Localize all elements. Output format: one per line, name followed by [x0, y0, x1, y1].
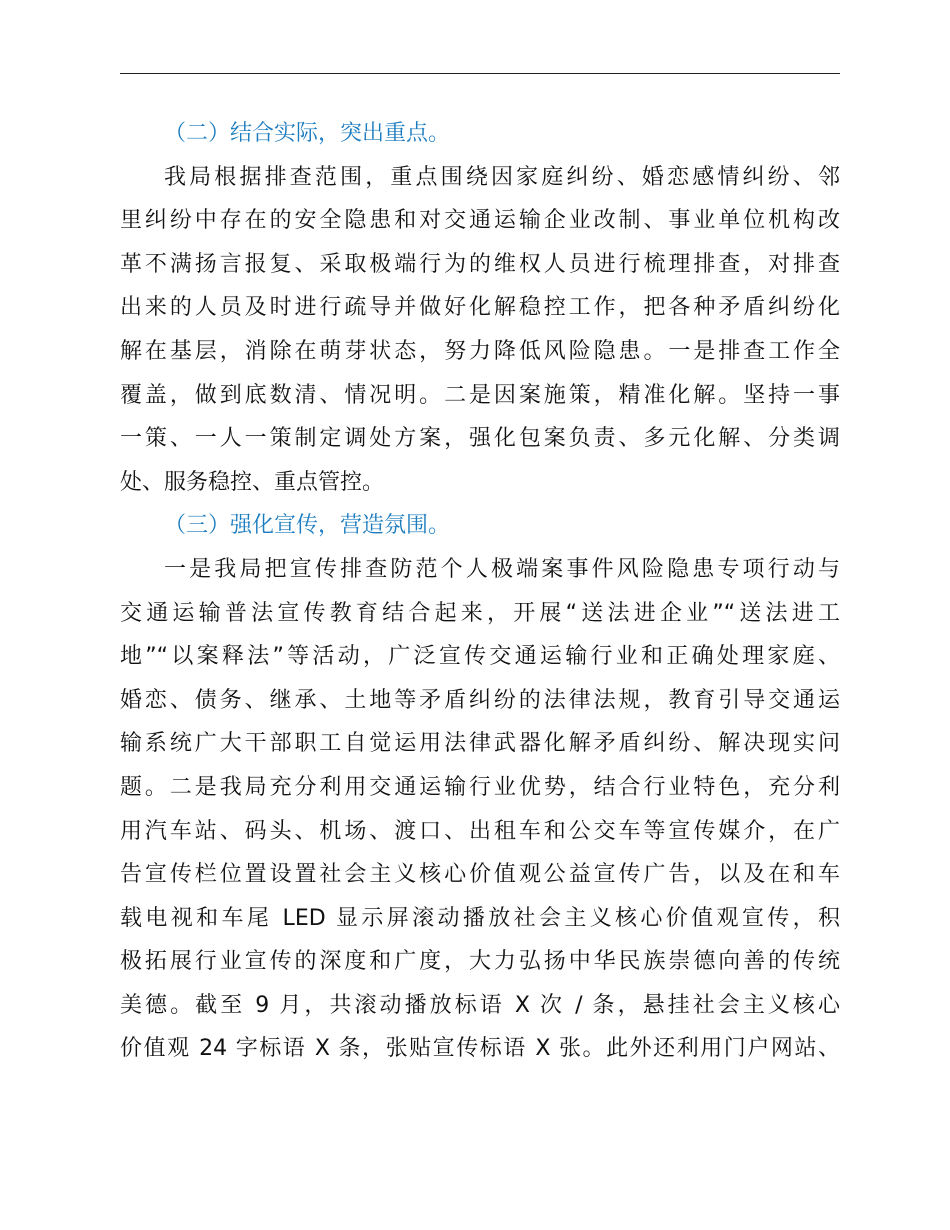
paragraph-line: 交通运输普法宣传教育结合起来，开展“送法进企业”“送法进工 [120, 600, 840, 626]
paragraph-line: 覆盖，做到底数清、情况明。二是因案施策，精准化解。坚持一事 [120, 382, 840, 408]
paragraph-line: 里纠纷中存在的安全隐患和对交通运输企业改制、事业单位机构改 [120, 208, 840, 234]
document-body [120, 112, 840, 1071]
paragraph-line: 极拓展行业宣传的深度和广度，大力弘扬中华民族崇德向善的传统 [120, 949, 840, 975]
paragraph-line: 婚恋、债务、继承、土地等矛盾纠纷的法律法规，教育引导交通运 [120, 687, 840, 713]
section-heading-3: （三）强化宣传，营造氛围。 [164, 513, 451, 539]
paragraph-line: 载电视和车尾 LED 显示屏滚动播放社会主义核心价值观宣传，积 [120, 905, 840, 931]
paragraph-line: 输系统广大干部职工自觉运用法律武器化解矛盾纠纷、解决现实问 [120, 731, 840, 757]
paragraph-line: 解在基层，消除在萌芽状态，努力降低风险隐患。一是排查工作全 [120, 338, 840, 364]
paragraph-line: 我局根据排查范围，重点围绕因家庭纠纷、婚恋感情纠纷、邻 [164, 164, 840, 190]
paragraph-line: 用汽车站、码头、机场、渡口、出租车和公交车等宣传媒介，在广 [120, 818, 840, 844]
paragraph-line: 美德。截至 9 月，共滚动播放标语 X 次 / 条，悬挂社会主义核心 [120, 992, 840, 1018]
paragraph-line: 处、服务稳控、重点管控。 [120, 469, 385, 495]
paragraph-line: 价值观 24 字标语 X 条，张贴宣传标语 X 张。此外还利用门户网站、 [120, 1036, 840, 1062]
paragraph-line: 一策、一人一策制定调处方案，强化包案负责、多元化解、分类调 [120, 426, 840, 452]
paragraph-line: 题。二是我局充分利用交通运输行业优势，结合行业特色，充分利 [120, 774, 840, 800]
paragraph-line: 告宣传栏位置设置社会主义核心价值观公益宣传广告，以及在和车 [120, 862, 840, 888]
paragraph-line: 出来的人员及时进行疏导并做好化解稳控工作，把各种矛盾纠纷化 [120, 295, 840, 321]
paragraph-line: 地”“以案释法”等活动，广泛宣传交通运输行业和正确处理家庭、 [120, 644, 840, 670]
paragraph-line: 革不满扬言报复、采取极端行为的维权人员进行梳理排查，对排查 [120, 251, 840, 277]
header-rule [120, 73, 840, 74]
paragraph-line: 一是我局把宣传排查防范个人极端案事件风险隐患专项行动与 [164, 556, 840, 582]
section-heading-2: （二）结合实际，突出重点。 [164, 121, 451, 146]
